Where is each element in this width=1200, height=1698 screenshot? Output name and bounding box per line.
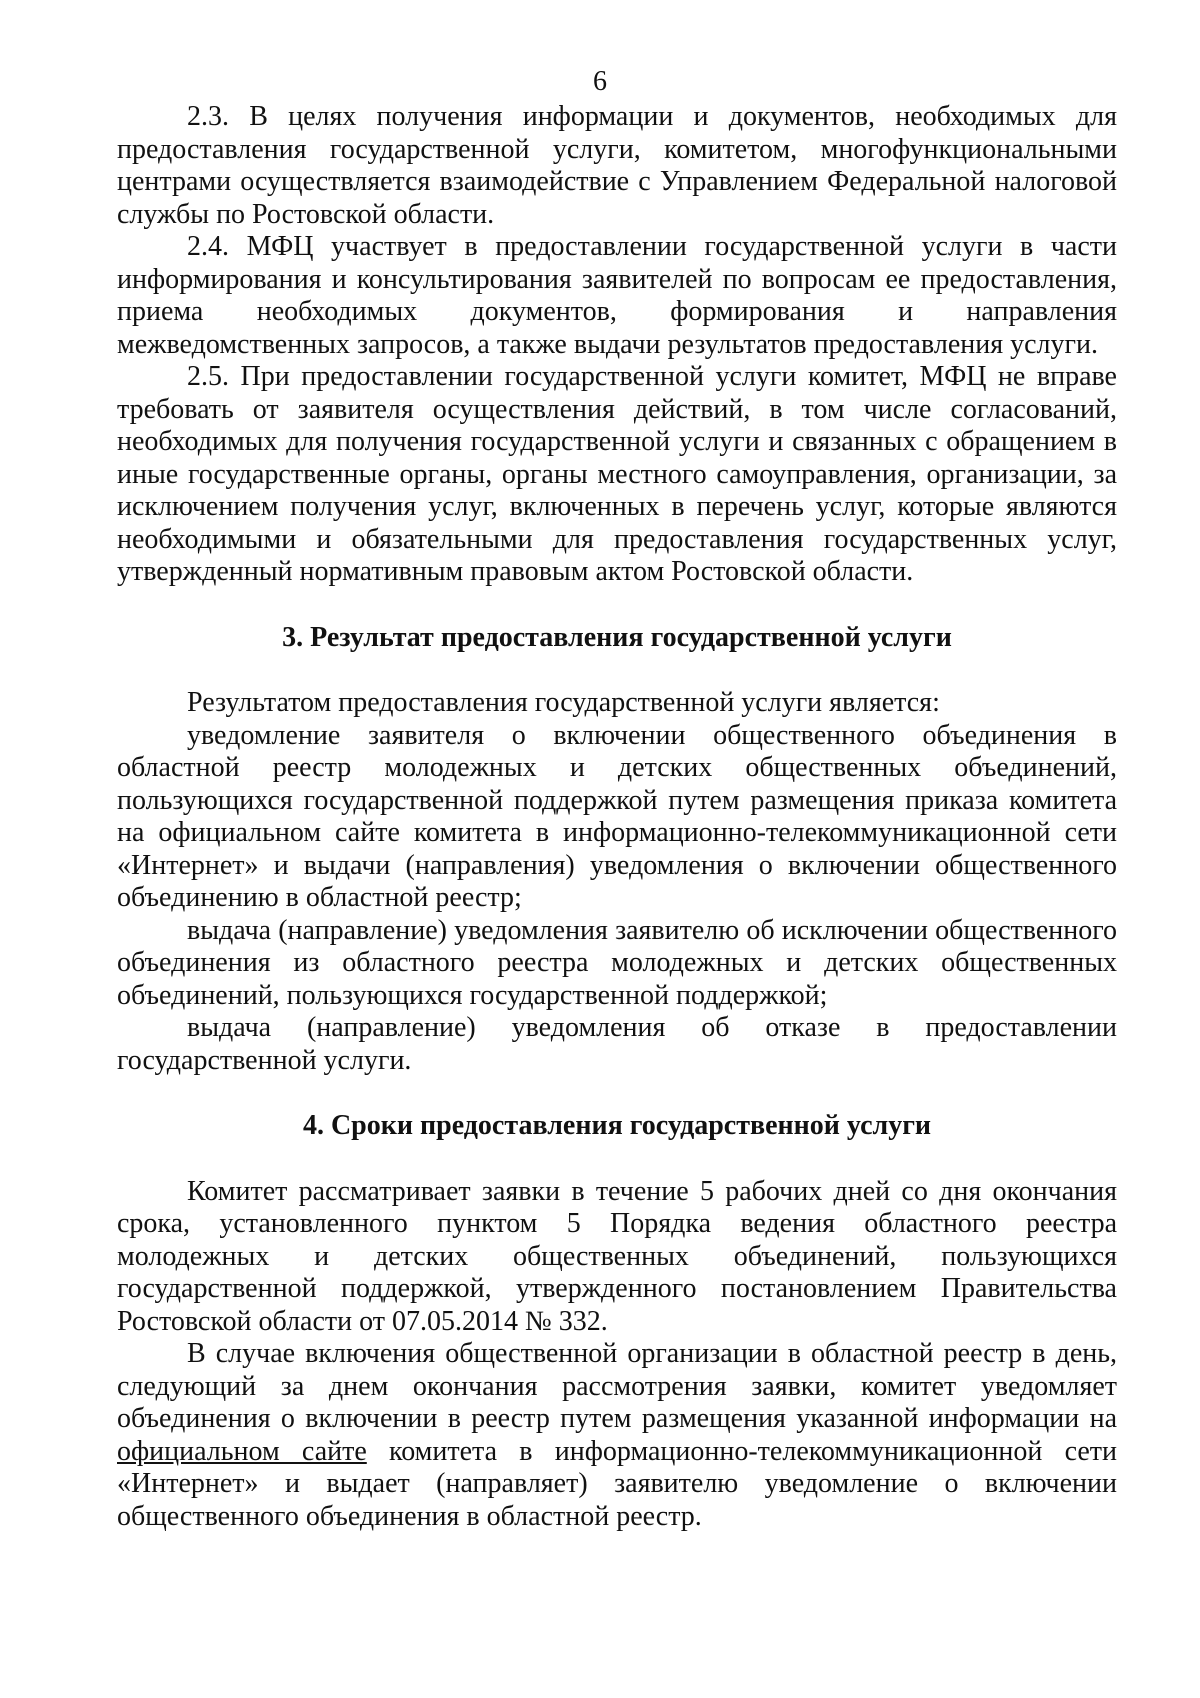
result-item-refusal: выдача (направление) уведомления об отказе в предоставлении государственной услуги. [117, 1012, 1117, 1076]
paragraph-2-4: 2.4. МФЦ участвует в предоставлении государственной услуги в части информирования и консультирования заявителей по вопросам ее предоставления, приема необходимых документов, формирования и направления межведомственных запросов, а также выдачи результатов предоставления услуги. [117, 231, 1117, 360]
paragraph-2-3: 2.3. В целях получения информации и документов, необходимых для предоставления государственной услуги, комитетом, многофункциональными центрами осуществляется взаимодействие с Управлением Федеральной налоговой службы по Ростовской области. [117, 101, 1117, 230]
section-4-paragraph-2 [117, 1338, 1117, 1533]
page-number: 6 [593, 66, 607, 97]
section-3-intro: Результатом предоставления государственной услуги является: [187, 687, 940, 718]
result-item-inclusion: уведомление заявителя о включении общественного объединения в областной реестр молодежных и детских общественных объединений, пользующихся государственной поддержкой путем размещения приказа комитета на официальном сайте комитета в информационно-телекоммуникационной сети «Интернет» и выдачи (направления) уведомления о включении общественного объединению в областной реестр; [117, 719, 1117, 913]
paragraph-2-5: 2.5. При предоставлении государственной услуги комитет, МФЦ не вправе требовать от заявителя осуществления действий, в том числе согласований, необходимых для получения государственной услуги и связанных с обращением в иные государственные органы, органы местного самоуправления, организации, за исключением получения услуг, включенных в перечень услуг, которые являются необходимыми и обязательными для предоставления государственных услуг, утвержденный нормативным правовым актом Ростовской области. [117, 361, 1117, 587]
section-4-paragraph-1: Комитет рассматривает заявки в течение 5 рабочих дней со дня окончания срока, установленного пунктом 5 Порядка ведения областного реестра молодежных и детских общественных объединений, пользующихся государственной поддержкой, утвержденного постановлением Правительства Ростовской области от 07.05.2014 № 332. [117, 1175, 1117, 1337]
paragraph-text-after-link: комитета в информационно-телекоммуникационной сети «Интернет» и выдает (направляет) заявителю уведомление о включении общественного объединения в областной реестр. [117, 1435, 1117, 1532]
document-body [117, 101, 1117, 1533]
section-3-heading: 3. Результат предоставления государственной услуги [282, 621, 952, 653]
paragraph-text-before-link: В случае включения общественной организации в областной реестр в день, следующий за днем окончания рассмотрения заявки, комитет уведомляет объединения о включении в реестр путем размещения указанной информации на [117, 1338, 1117, 1434]
result-item-exclusion: выдача (направление) уведомления заявителю об исключении общественного объединения из областного реестра молодежных и детских общественных объединений, пользующихся государственной поддержкой; [117, 914, 1117, 1011]
section-4-heading: 4. Сроки предоставления государственной услуги [302, 1110, 932, 1141]
official-site-link[interactable]: официальном сайте [117, 1435, 367, 1467]
